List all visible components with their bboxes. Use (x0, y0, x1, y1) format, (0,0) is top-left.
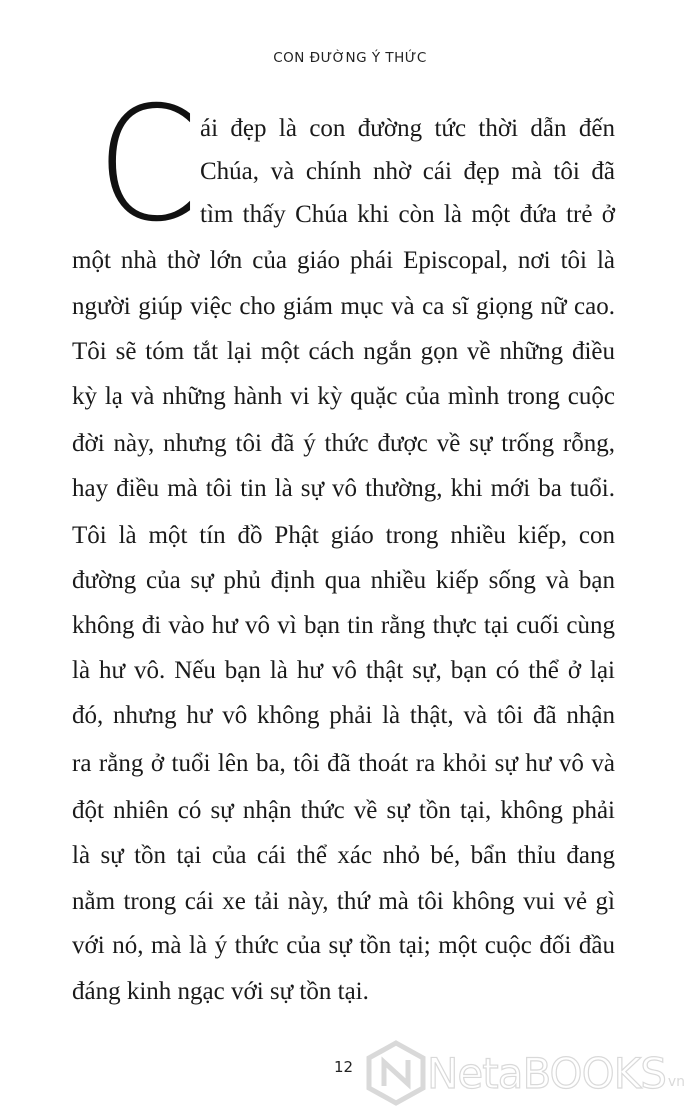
text-line: người giúp việc cho giám mục và ca sĩ giọng nữ cao. (72, 293, 615, 320)
watermark-suffix: vn (667, 1074, 686, 1090)
text-line: Tôi sẽ tóm tắt lại một cách ngắn gọn về những điều (72, 338, 615, 365)
drop-cap: C (96, 73, 198, 257)
text-line: đột nhiên có sự nhận thức về sự tồn tại, không phải (72, 797, 615, 824)
page-number: 12 (334, 1058, 354, 1076)
text-line: là sự tồn tại của cái thể xác nhỏ bé, bẩn thỉu đang (72, 842, 615, 869)
text-line: tìm thấy Chúa khi còn là một đứa trẻ ở (200, 201, 615, 228)
text-line: Tôi là một tín đồ Phật giáo trong nhiều kiếp, con (72, 522, 615, 549)
text-line: một nhà thờ lớn của giáo phái Episcopal, nơi tôi là (72, 247, 615, 274)
netabooks-hexagon-icon (365, 1040, 427, 1106)
text-line: đó, nhưng hư vô không phải là thật, và tôi đã nhận (72, 702, 615, 729)
watermark-logo (365, 1040, 685, 1106)
text-line: đáng kinh ngạc với sự tồn tại. (72, 978, 369, 1005)
text-line: nằm trong cái xe tải này, thứ mà tôi không vui vẻ gì (72, 888, 615, 915)
text-line: với nó, mà là ý thức của sự tồn tại; một cuộc đối đầu (72, 932, 615, 959)
text-line: không đi vào hư vô vì bạn tin rằng thực tại cuối cùng (72, 612, 615, 639)
text-line: Chúa, và chính nhờ cái đẹp mà tôi đã (200, 158, 615, 185)
watermark-brand: NetaBOOKS (427, 1048, 666, 1098)
text-line: là hư vô. Nếu bạn là hư vô thật sự, bạn có thể ở lại (72, 657, 615, 684)
text-line: ra rằng ở tuổi lên ba, tôi đã thoát ra khỏi sự hư vô và (72, 750, 615, 777)
text-line: ái đẹp là con đường tức thời dẫn đến (200, 115, 615, 142)
text-line: đời này, nhưng tôi đã ý thức được về sự trống rỗng, (72, 430, 615, 457)
text-line: kỳ lạ và những hành vi kỳ quặc của mình trong cuộc (72, 383, 615, 410)
running-header: CON ĐƯỜNG Ý THỨC (273, 50, 427, 66)
text-line: đường của sự phủ định qua nhiều kiếp sống và bạn (72, 567, 615, 594)
text-line: hay điều mà tôi tin là sự vô thường, khi mới ba tuổi. (72, 475, 615, 502)
